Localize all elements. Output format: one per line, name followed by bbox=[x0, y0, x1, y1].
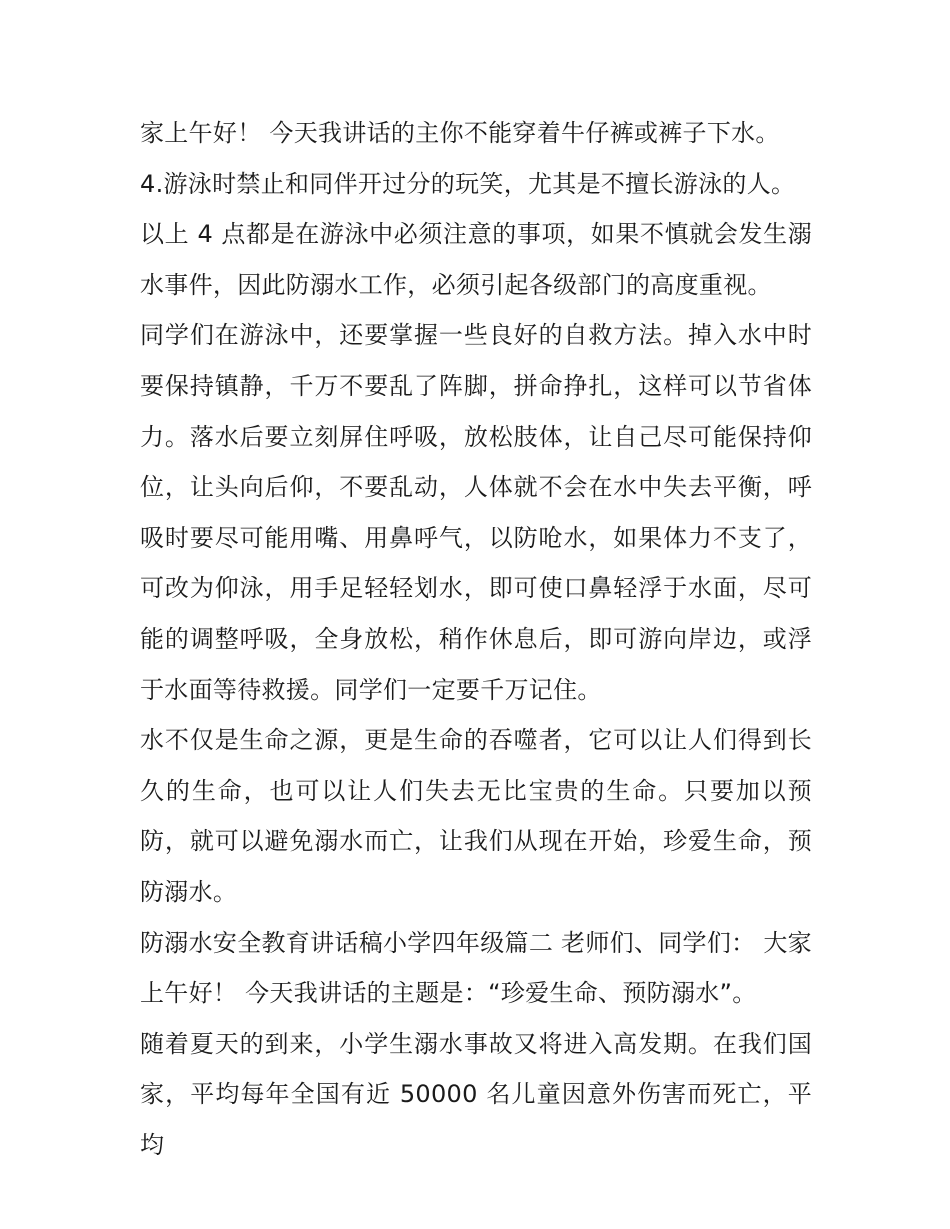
paragraph-2: 4.游泳时禁止和同伴开过分的玩笑，尤其是不擅长游泳的人。 bbox=[140, 169, 796, 198]
paragraph-4: 同学们在游泳中，还要掌握一些良好的自救方法。掉入水中时要保持镇静，千万不要乱了阵脚，拼命挣扎，这样可以节省体力。落水后要立刻屏住呼吸，放松肢体，让自己尽可能保持仰位，让头向后仰，不要乱动，人体就不会在水中失去平衡，呼吸时要尽可能用嘴、用鼻呼气，以防呛水，如果体力不支了，可改为仰泳，用手足轻轻划水，即可使口鼻轻浮于水面，尽可能的调整呼吸，全身放松，稍作休息后，即可游向岸边，或浮于水面等待救援。同学们一定要千万记住。 bbox=[140, 321, 812, 704]
paragraph-6: 防溺水安全教育讲话稿小学四年级篇二 老师们、同学们： 大家上午好！ 今天我讲话的主题是：“珍爱生命、预防溺水”。 bbox=[140, 928, 812, 1008]
paragraph-3: 以上 4 点都是在游泳中必须注意的事项，如果不慎就会发生溺水事件，因此防溺水工作，必须引起各级部门的高度重视。 bbox=[140, 220, 812, 299]
document-body bbox=[140, 108, 812, 1170]
paragraph-1: 家上午好！ 今天我讲话的主你不能穿着牛仔裤或裤子下水。 bbox=[140, 119, 780, 147]
paragraph-5: 水不仅是生命之源，更是生命的吞噬者，它可以让人们得到长久的生命，也可以让人们失去无比宝贵的生命。只要加以预防，就可以避免溺水而亡，让我们从现在开始，珍爱生命，预防溺水。 bbox=[140, 726, 812, 906]
paragraph-7: 随着夏天的到来，小学生溺水事故又将进入高发期。在我们国家，平均每年全国有近 50000 名儿童因意外伤害而死亡，平均 bbox=[140, 1029, 812, 1159]
